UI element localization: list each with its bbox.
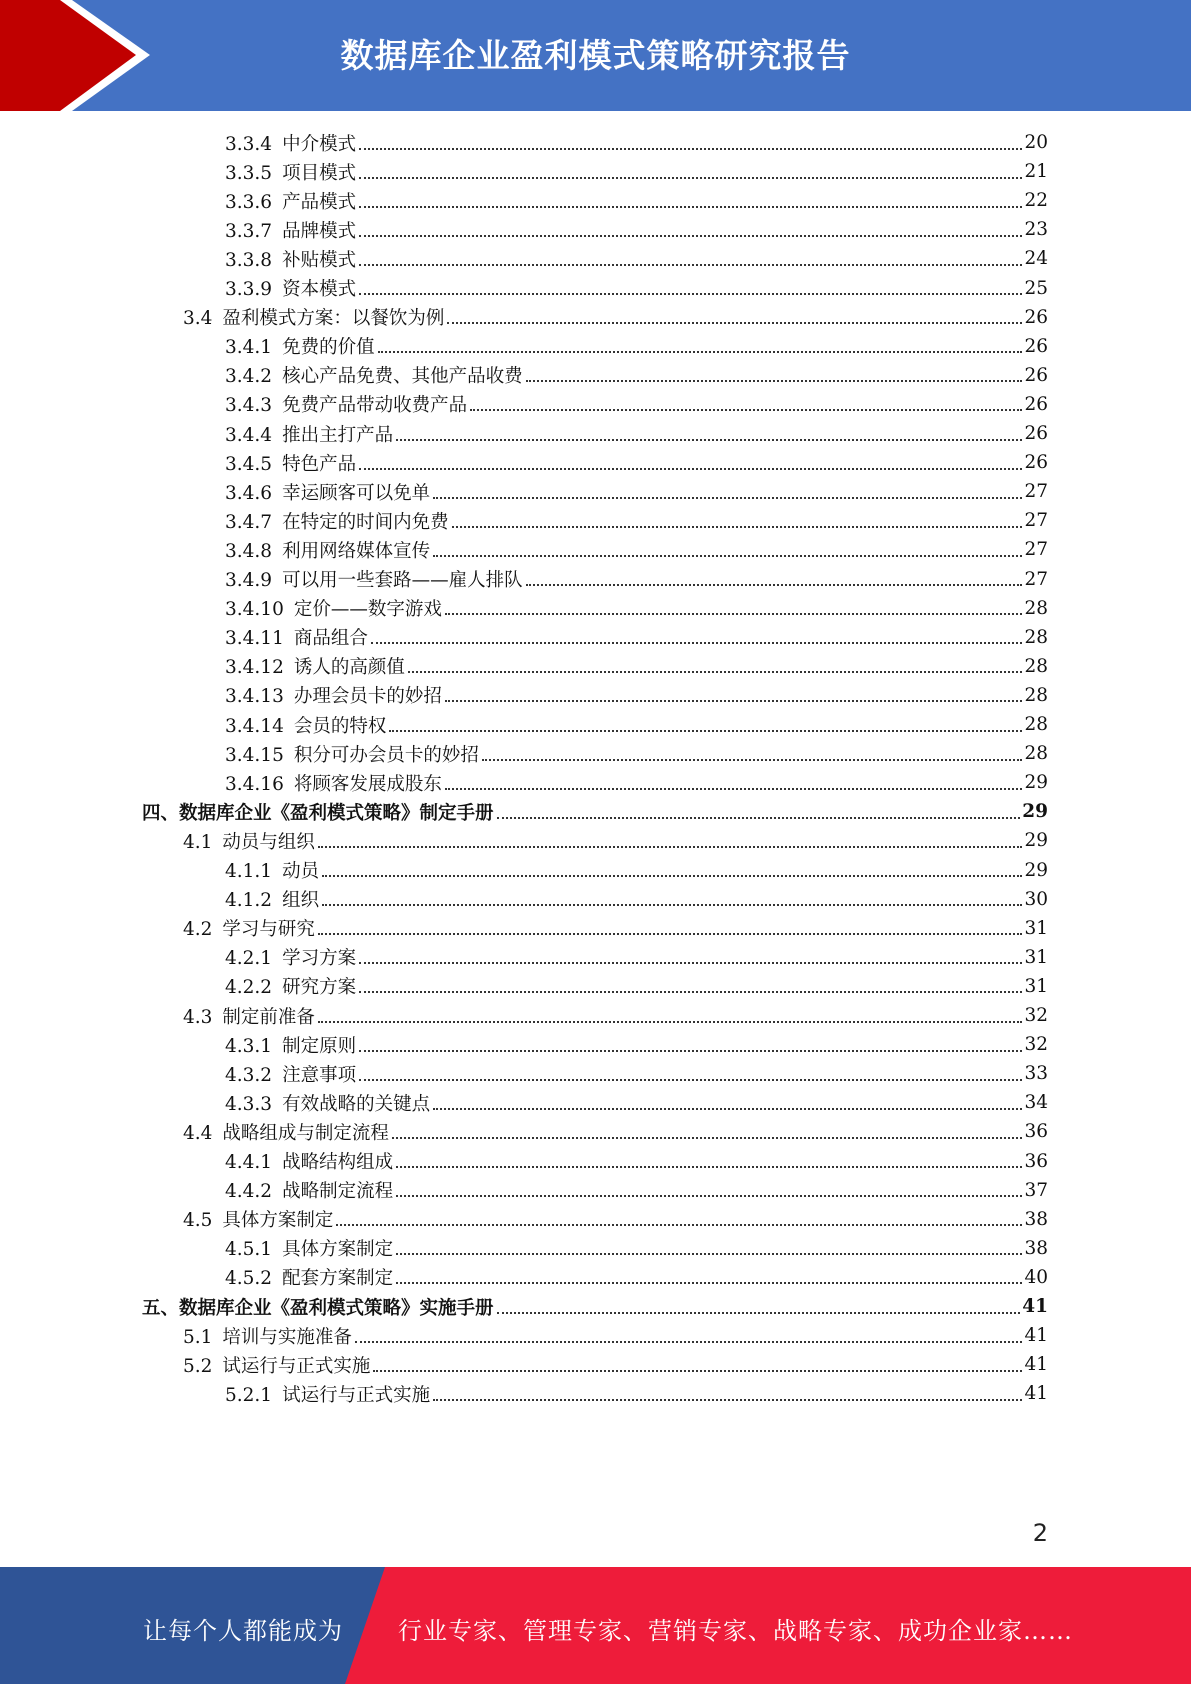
toc-entry-label (183, 1352, 373, 1378)
toc-entry[interactable] (225, 680, 1048, 711)
toc-entry-title: 战略组成与制定流程 (222, 1122, 389, 1144)
toc-dot-leader (396, 1253, 1022, 1255)
toc-entry-page: 40 (1024, 1266, 1048, 1288)
toc-entry-label (225, 333, 378, 359)
toc-entry[interactable] (225, 1262, 1048, 1293)
toc-entry-number: 3.3.4 (225, 133, 273, 155)
toc-entry-number: 4.2.1 (225, 948, 273, 970)
toc-dot-leader (373, 1370, 1022, 1372)
toc-entry-title: 积分可办会员卡的妙招 (293, 744, 479, 766)
toc-entry-page: 31 (1024, 975, 1048, 997)
toc-entry-page: 31 (1024, 946, 1048, 968)
toc-entry-number: 3.4.3 (225, 395, 273, 417)
toc-entry-title: 中介模式 (282, 133, 357, 155)
toc-entry-number: 3.4 (183, 308, 213, 330)
toc-entry-page: 32 (1024, 1005, 1048, 1026)
toc-entry-number: 4.1.1 (225, 861, 273, 882)
toc-entry-title: 产品模式 (282, 191, 357, 213)
toc-entry-title: 在特定的时间内免费 (282, 511, 449, 533)
toc-entry-number: 3.3.8 (225, 249, 273, 271)
toc-entry-title: 学习方案 (282, 948, 357, 970)
toc-dot-leader (392, 1137, 1023, 1139)
toc-dot-leader (408, 671, 1023, 673)
toc-entry-label (225, 479, 433, 505)
toc-entry-title: 动员与组织 (222, 831, 315, 853)
toc-entry-label (225, 159, 359, 185)
toc-entry-label (225, 857, 322, 883)
toc-entry-label (225, 566, 526, 592)
toc-dot-leader (359, 177, 1022, 179)
toc-entry-title: 会员的特权 (293, 715, 387, 737)
toc-entry-number: 4.4.2 (225, 1181, 273, 1203)
toc-entry-page: 28 (1024, 597, 1048, 619)
toc-entry[interactable] (225, 971, 1048, 1002)
toc-entry-number: 4.5 (183, 1210, 213, 1232)
toc-entry-number: 5.2.1 (225, 1384, 273, 1406)
toc-entry[interactable] (225, 1233, 1048, 1264)
toc-entry-title: 培训与实施准备 (222, 1326, 352, 1348)
toc-entry-number: 3.4.4 (225, 424, 273, 446)
toc-entry-page: 26 (1024, 306, 1048, 328)
toc-dot-leader (322, 904, 1022, 906)
toc-entry-label (225, 1264, 396, 1290)
toc-entry-label (225, 1148, 396, 1174)
toc-entry[interactable] (225, 505, 1048, 536)
toc-entry[interactable] (183, 302, 1048, 333)
toc-entry-label (225, 362, 526, 388)
toc-entry-page: 27 (1024, 568, 1048, 590)
toc-entry-page: 21 (1024, 161, 1048, 183)
toc-entry[interactable] (225, 214, 1048, 245)
toc-entry-number: 3.4.15 (225, 744, 284, 766)
toc-entry[interactable] (183, 1116, 1048, 1147)
toc-entry[interactable] (225, 273, 1048, 304)
toc-entry-label (225, 1090, 433, 1116)
toc-entry[interactable] (183, 913, 1048, 944)
toc-entry-title: 商品组合 (293, 628, 368, 650)
toc-entry-label (225, 217, 359, 243)
toc-dot-leader (470, 409, 1022, 411)
toc-entry-title: 注意事项 (282, 1064, 357, 1086)
toc-entry[interactable] (225, 360, 1048, 391)
toc-dot-leader (433, 497, 1022, 499)
toc-entry-label (225, 275, 359, 301)
toc-entry-title: 具体方案制定 (222, 1210, 334, 1232)
toc-entry-title: 免费产品带动收费产品 (282, 395, 468, 417)
toc-entry[interactable] (225, 127, 1048, 158)
toc-entry-title: 具体方案制定 (282, 1239, 394, 1261)
toc-dot-leader (396, 1166, 1022, 1168)
toc-entry[interactable] (225, 622, 1048, 653)
toc-entry-number: 五、 (142, 1297, 180, 1319)
toc-dot-leader (452, 526, 1023, 528)
toc-entry-label (142, 1294, 497, 1320)
toc-entry-title: 组织 (282, 890, 320, 912)
toc-entry[interactable] (225, 447, 1048, 478)
toc-entry[interactable] (225, 884, 1048, 915)
toc-entry-title: 数据库企业《盈利模式策略》实施手册 (179, 1297, 494, 1319)
toc-entry-label (183, 304, 447, 330)
toc-entry[interactable] (183, 1320, 1048, 1351)
toc-entry-title: 研究方案 (282, 977, 357, 999)
toc-entry-label (183, 828, 318, 854)
toc-entry-page: 41 (1024, 1354, 1048, 1376)
toc-dot-leader (433, 555, 1022, 557)
footer-slogan-left: 让每个人都能成为 (143, 1617, 343, 1645)
toc-entry-page: 38 (1024, 1208, 1048, 1230)
toc-entry-page: 29 (1024, 830, 1048, 852)
toc-entry-number: 5.2 (183, 1355, 213, 1377)
toc-entry[interactable] (183, 1000, 1048, 1031)
toc-entry-title: 盈利模式方案：以餐饮为例 (222, 308, 445, 330)
toc-entry-page: 28 (1024, 655, 1048, 677)
toc-entry-label (183, 1119, 392, 1145)
toc-entry-label (183, 1003, 318, 1029)
toc-dot-leader (371, 642, 1023, 644)
toc-entry[interactable] (225, 1378, 1048, 1409)
toc-entry-label (142, 799, 497, 825)
toc-entry-page: 28 (1024, 684, 1048, 706)
toc-entry-page: 41 (1024, 1325, 1048, 1347)
toc-entry-title: 制定原则 (282, 1035, 357, 1057)
toc-entry-label (183, 1323, 355, 1349)
toc-entry-page: 26 (1024, 335, 1048, 357)
toc-entry-page: 30 (1024, 888, 1048, 910)
report-title: 数据库企业盈利模式策略研究报告 (340, 36, 851, 75)
toc-entry-page: 36 (1024, 1121, 1048, 1143)
toc-entry-number: 4.4 (183, 1122, 213, 1144)
toc-entry-label (225, 624, 371, 650)
toc-entry-page: 23 (1024, 219, 1048, 241)
toc-entry-title: 学习与研究 (222, 919, 315, 941)
toc-entry-label (225, 886, 322, 912)
toc-entry-label (225, 944, 359, 970)
toc-entry-page: 33 (1024, 1063, 1048, 1085)
toc-dot-leader (359, 1079, 1022, 1081)
toc-entry[interactable] (225, 185, 1048, 216)
toc-entry-title: 幸运顾客可以免单 (282, 482, 431, 504)
toc-entry-page: 41 (1022, 1296, 1048, 1317)
toc-dot-leader (447, 322, 1022, 324)
toc-entry-label (183, 1206, 336, 1232)
toc-entry-number: 4.5.2 (225, 1268, 273, 1290)
toc-entry[interactable] (225, 389, 1048, 420)
toc-entry-number: 3.3.6 (225, 191, 273, 213)
toc-dot-leader (396, 439, 1022, 441)
toc-dot-leader (336, 1224, 1022, 1226)
toc-entry-title: 将顾客发展成股东 (293, 773, 442, 795)
toc-entry-label (225, 595, 445, 621)
toc-entry-label (225, 1061, 359, 1087)
toc-entry-title: 制定前准备 (222, 1006, 315, 1028)
toc-entry-title: 配套方案制定 (282, 1268, 394, 1290)
toc-entry-number: 3.3.7 (225, 220, 273, 242)
toc-entry-page: 41 (1024, 1383, 1048, 1405)
toc-entry-page: 28 (1024, 714, 1048, 735)
toc-entry-page: 27 (1024, 539, 1048, 561)
toc-entry-title: 数据库企业《盈利模式策略》制定手册 (179, 802, 494, 824)
toc-entry[interactable] (225, 243, 1048, 274)
toc-entry-label (225, 537, 433, 563)
toc-entry-number: 4.1 (183, 831, 213, 853)
toc-entry[interactable] (225, 593, 1048, 624)
toc-entry-title: 战略制定流程 (282, 1181, 394, 1203)
toc-entry-number: 3.4.12 (225, 657, 284, 679)
toc-entry-number: 3.4.2 (225, 366, 273, 388)
toc-entry-label (225, 682, 445, 708)
toc-entry-number: 3.4.13 (225, 686, 284, 708)
toc-dot-leader (355, 1341, 1023, 1343)
toc-entry-label (225, 246, 359, 272)
toc-entry-number: 4.5.1 (225, 1239, 273, 1261)
toc-entry-number: 3.4.14 (225, 715, 284, 737)
toc-entry-number: 3.4.11 (225, 628, 284, 650)
toc-entry-title: 品牌模式 (282, 220, 357, 242)
toc-dot-leader (359, 235, 1022, 237)
toc-entry[interactable] (142, 1291, 1048, 1322)
toc-entry-title: 核心产品免费、其他产品收费 (282, 366, 523, 388)
toc-entry-label (225, 712, 389, 738)
toc-entry-page: 26 (1024, 452, 1048, 474)
toc-entry-title: 试运行与正式实施 (222, 1355, 371, 1377)
toc-entry-page: 31 (1024, 917, 1048, 939)
toc-dot-leader (359, 962, 1022, 964)
toc-entry-label (225, 188, 359, 214)
toc-entry-number: 3.4.7 (225, 511, 273, 533)
toc-entry-label (225, 973, 359, 999)
toc-entry-title: 定价——数字游戏 (293, 599, 442, 621)
toc-entry-title: 诱人的高颜值 (293, 657, 405, 679)
toc-entry-number: 四、 (142, 802, 180, 824)
toc-entry-number: 3.4.1 (225, 337, 273, 359)
toc-dot-leader (445, 613, 1023, 615)
toc-dot-leader (433, 1399, 1022, 1401)
toc-entry-page: 27 (1024, 481, 1048, 503)
toc-entry[interactable] (183, 1349, 1048, 1380)
toc-entry-label (225, 130, 359, 156)
toc-dot-leader (359, 1050, 1022, 1052)
toc-entry-number: 3.3.9 (225, 279, 273, 300)
toc-entry-label (225, 1177, 396, 1203)
toc-entry[interactable] (183, 1204, 1048, 1235)
toc-dot-leader (359, 264, 1022, 266)
toc-entry-number: 3.4.8 (225, 540, 273, 562)
toc-dot-leader (433, 1108, 1022, 1110)
toc-entry-page: 37 (1024, 1179, 1048, 1201)
toc-dot-leader (359, 148, 1022, 150)
toc-entry-page: 36 (1024, 1150, 1048, 1172)
toc-entry-page: 29 (1022, 801, 1048, 823)
page-footer (0, 1567, 1191, 1684)
toc-entry-page: 28 (1024, 743, 1048, 765)
toc-entry-page: 29 (1024, 772, 1048, 794)
toc-entry[interactable] (183, 825, 1048, 856)
toc-entry-page: 34 (1024, 1092, 1048, 1114)
toc-entry-label (225, 741, 482, 767)
toc-entry-page: 26 (1024, 364, 1048, 386)
toc-entry-label (225, 1032, 359, 1058)
toc-entry-number: 3.4.10 (225, 599, 284, 621)
toc-entry-title: 动员 (282, 861, 320, 882)
page-number: 2 (1032, 1519, 1048, 1547)
toc-dot-leader (497, 817, 1021, 819)
toc-entry-number: 4.3.3 (225, 1093, 273, 1115)
toc-entry-label (225, 391, 470, 417)
toc-entry-page: 25 (1024, 277, 1048, 299)
toc-entry-page: 20 (1024, 132, 1048, 153)
toc-dot-leader (482, 759, 1023, 761)
toc-entry-number: 5.1 (183, 1326, 213, 1348)
toc-dot-leader (322, 875, 1022, 877)
toc-dot-leader (318, 933, 1023, 935)
toc-entry-title: 特色产品 (282, 453, 357, 475)
toc-entry[interactable] (225, 651, 1048, 682)
toc-entry-title: 免费的价值 (282, 337, 375, 359)
footer-slogan-right: 行业专家、管理专家、营销专家、战略专家、成功企业家…… (398, 1617, 1073, 1645)
toc-entry-number: 4.3.1 (225, 1035, 273, 1057)
toc-entry[interactable] (225, 738, 1048, 769)
toc-entry[interactable] (225, 855, 1048, 886)
toc-dot-leader (389, 730, 1022, 732)
toc-entry-page: 26 (1024, 393, 1048, 415)
toc-entry-label (225, 508, 452, 534)
toc-entry-label (225, 1381, 433, 1407)
toc-entry-page: 28 (1024, 626, 1048, 648)
toc-dot-leader (526, 584, 1023, 586)
toc-entry[interactable] (225, 564, 1048, 595)
toc-entry-title: 补贴模式 (282, 249, 357, 271)
toc-dot-leader (378, 351, 1023, 353)
toc-entry-label (225, 770, 445, 796)
toc-entry-number: 4.2 (183, 919, 213, 941)
toc-entry-number: 4.4.1 (225, 1152, 273, 1173)
toc-entry-page: 24 (1024, 248, 1048, 270)
toc-dot-leader (396, 1195, 1022, 1197)
toc-entry-title: 试运行与正式实施 (282, 1384, 431, 1406)
toc-entry-title: 战略结构组成 (282, 1152, 394, 1173)
toc-entry-label (225, 450, 359, 476)
toc-entry-title: 资本模式 (282, 279, 357, 300)
toc-dot-leader (359, 206, 1022, 208)
toc-entry-number: 3.4.16 (225, 773, 284, 795)
toc-dot-leader (359, 293, 1022, 295)
toc-entry-number: 3.3.5 (225, 162, 273, 184)
toc-entry[interactable] (225, 767, 1048, 798)
toc-entry-page: 29 (1024, 859, 1048, 881)
toc-entry-page: 22 (1024, 190, 1048, 212)
toc-entry-page: 32 (1024, 1034, 1048, 1056)
toc-entry-title: 可以用一些套路——雇人排队 (282, 570, 523, 591)
toc-entry-number: 4.3.2 (225, 1064, 273, 1086)
page-header (0, 0, 1191, 111)
toc-entry-label (183, 915, 318, 941)
toc-entry-title: 有效战略的关键点 (282, 1093, 431, 1115)
toc-entry[interactable] (225, 942, 1048, 973)
toc-dot-leader (445, 788, 1023, 790)
toc-entry-number: 4.1.2 (225, 890, 273, 912)
toc-entry[interactable] (225, 418, 1048, 449)
toc-entry[interactable] (142, 796, 1048, 827)
toc-entry[interactable] (225, 534, 1048, 565)
toc-entry-title: 推出主打产品 (282, 424, 394, 446)
toc-entry-title: 办理会员卡的妙招 (293, 686, 442, 708)
toc-dot-leader (359, 468, 1022, 470)
toc-entry[interactable] (225, 1087, 1048, 1118)
toc-entry-page: 38 (1024, 1237, 1048, 1259)
toc-entry-number: 3.4.6 (225, 482, 273, 504)
toc-entry-number: 3.4.9 (225, 570, 273, 591)
toc-entry[interactable] (225, 1146, 1048, 1177)
toc-entry-label (225, 1235, 396, 1261)
toc-entry-page: 26 (1024, 423, 1048, 444)
toc-entry[interactable] (225, 476, 1048, 507)
toc-entry[interactable] (225, 1058, 1048, 1089)
toc-dot-leader (318, 1021, 1023, 1023)
toc-dot-leader (359, 991, 1022, 993)
toc-dot-leader (445, 700, 1023, 702)
toc-dot-leader (526, 380, 1023, 382)
toc-entry[interactable] (225, 1029, 1048, 1060)
toc-entry[interactable] (225, 709, 1048, 740)
toc-entry-number: 4.3 (183, 1006, 213, 1028)
toc-entry-label (225, 653, 408, 679)
toc-entry-page: 27 (1024, 510, 1048, 532)
toc-entry-title: 利用网络媒体宣传 (282, 540, 431, 562)
toc-entry-number: 3.4.5 (225, 453, 273, 475)
toc-dot-leader (497, 1312, 1021, 1314)
toc-entry[interactable] (225, 331, 1048, 362)
toc-dot-leader (396, 1282, 1022, 1284)
toc-entry[interactable] (225, 1175, 1048, 1206)
toc-entry-number: 4.2.2 (225, 977, 273, 999)
toc-dot-leader (318, 846, 1023, 848)
toc-entry[interactable] (225, 156, 1048, 187)
toc-entry-label (225, 421, 396, 447)
toc-entry-title: 项目模式 (282, 162, 357, 184)
